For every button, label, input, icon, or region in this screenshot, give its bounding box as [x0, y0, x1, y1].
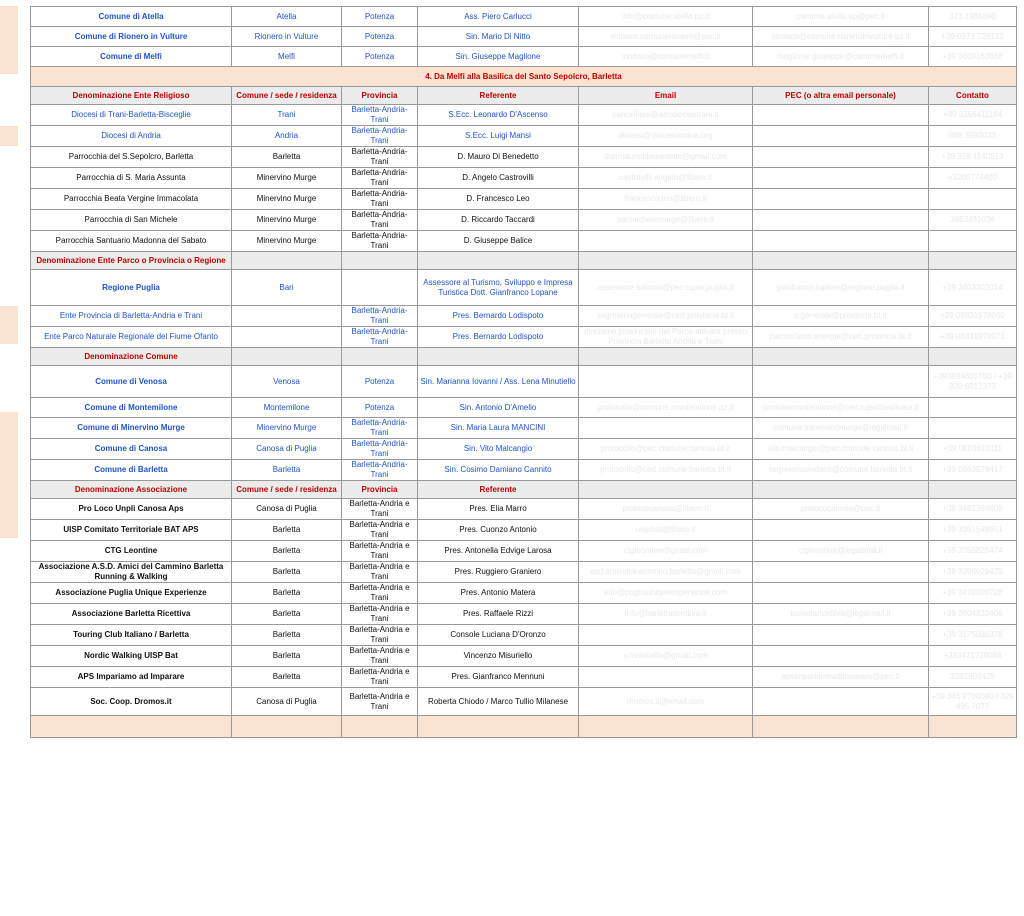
- pec-cell: [753, 348, 929, 366]
- contatto-cell: +39 346 2780080 / 329 495 7077: [929, 688, 1017, 716]
- referente-cell: Pres. Antonella Edvige Larosa: [418, 541, 579, 562]
- referente-cell: Pres. Elia Marro: [418, 499, 579, 520]
- table-row: [31, 231, 1017, 252]
- provincia-cell: [342, 270, 418, 306]
- table-row: [31, 147, 1017, 168]
- table-row: [31, 667, 1017, 688]
- referente-cell: Sin. Vito Malcangio: [418, 439, 579, 460]
- pec-cell: [753, 366, 929, 398]
- table-row: [31, 168, 1017, 189]
- comune-cell: [232, 348, 342, 366]
- provincia-cell: Barletta-Andria-Trani: [342, 189, 418, 210]
- comune-cell: Bari: [232, 270, 342, 306]
- pec-cell: [753, 210, 929, 231]
- comune-cell: [232, 306, 342, 327]
- contatto-cell: [929, 348, 1017, 366]
- comune-cell: [232, 327, 342, 348]
- referente-cell: Roberta Chiodo / Marco Tullio Milanese: [418, 688, 579, 716]
- email-cell: protocollo@comune.montemilone.pz.it: [579, 398, 753, 418]
- name-cell: Parrocchia di San Michele: [31, 210, 232, 231]
- name-cell: Associazione Barletta Ricettiva: [31, 604, 232, 625]
- contatto-cell: +39 3482368809: [929, 499, 1017, 520]
- table-row: [31, 604, 1017, 625]
- contatto-cell: +3200774400: [929, 168, 1017, 189]
- provincia-cell: Barletta-Andria-Trani: [342, 105, 418, 126]
- comune-cell: Barletta: [232, 520, 342, 541]
- comune-cell: Comune / sede / residenza: [232, 87, 342, 105]
- comune-cell: Trani: [232, 105, 342, 126]
- pec-cell: [753, 520, 929, 541]
- comune-cell: Barletta: [232, 147, 342, 168]
- provincia-cell: Barletta-Andria e Trani: [342, 604, 418, 625]
- email-cell: francesco.leo@libero.it: [579, 189, 753, 210]
- contatto-cell: +39 0972 729172: [929, 27, 1017, 47]
- referente-cell: Sin. Maria Laura MANCINI: [418, 418, 579, 439]
- name-cell: CTG Leontine: [31, 541, 232, 562]
- contatto-cell: [929, 716, 1017, 738]
- provincia-cell: Barletta-Andria-Trani: [342, 210, 418, 231]
- contatto-cell: +39 3175086378: [929, 625, 1017, 646]
- comune-cell: Andria: [232, 126, 342, 147]
- table-row: [31, 306, 1017, 327]
- pec-cell: s.generale@provincia.bt.it: [753, 306, 929, 327]
- email-cell: Email: [579, 87, 753, 105]
- provincia-cell: Potenza: [342, 47, 418, 67]
- group-header-row: [31, 252, 1017, 270]
- email-cell: segreteriagenerale@cert.provincia.bt.it: [579, 306, 753, 327]
- contatto-cell: +39 0883578417: [929, 460, 1017, 481]
- provincia-cell: Barletta-Andria-Trani: [342, 147, 418, 168]
- table-row: [31, 189, 1017, 210]
- pec-cell: ctgleontine@legalmail.it: [753, 541, 929, 562]
- email-cell: [579, 667, 753, 688]
- name-cell: Pro Loco Unpli Canosa Aps: [31, 499, 232, 520]
- referente-cell: Console Luciana D'Oronzo: [418, 625, 579, 646]
- pec-cell: barlettaricettiva@legalmail.it: [753, 604, 929, 625]
- pec-cell: [753, 105, 929, 126]
- comune-cell: Barletta: [232, 625, 342, 646]
- referente-cell: Pres. Cuonzo Antonio: [418, 520, 579, 541]
- contatto-cell: 088 3593033: [929, 126, 1017, 147]
- email-cell: sindaco.comunerionero@pec.it: [579, 27, 753, 47]
- contatto-cell: [929, 418, 1017, 439]
- table-row: [31, 126, 1017, 147]
- table-row: [31, 646, 1017, 667]
- referente-cell: Pres. Raffaele Rizzi: [418, 604, 579, 625]
- email-cell: castrovilli.angelo@libero.it: [579, 168, 753, 189]
- comune-cell: Melfi: [232, 47, 342, 67]
- provincia-cell: Barletta-Andria e Trani: [342, 667, 418, 688]
- provincia-cell: Barletta-Andria e Trani: [342, 499, 418, 520]
- contatto-cell: +393894601750 / +39 320 6012373: [929, 366, 1017, 398]
- name-cell: UISP Comitato Territoriale BAT APS: [31, 520, 232, 541]
- referente-cell: D. Giuseppe Balice: [418, 231, 579, 252]
- pec-cell: [753, 646, 929, 667]
- provincia-cell: Barletta-Andria-Trani: [342, 306, 418, 327]
- email-cell: sindaco@comunemelfi.it: [579, 47, 753, 67]
- comune-cell: Barletta: [232, 541, 342, 562]
- email-cell: [579, 481, 753, 499]
- referente-cell: Sin. Giuseppe Maglione: [418, 47, 579, 67]
- name-cell: Diocesi di Trani-Barletta-Bisceglie: [31, 105, 232, 126]
- pec-cell: segreteriasindaco@comune.barletta.bt.it: [753, 460, 929, 481]
- email-cell: uispbat@libero.it: [579, 520, 753, 541]
- name-cell: Denominazione Comune: [31, 348, 232, 366]
- email-cell: direzione.provinciale del Parco attivata presso Provincia Barletta Andria e Trani: [579, 327, 753, 348]
- comune-cell: Rionero in Vulture: [232, 27, 342, 47]
- provincia-cell: Barletta-Andria-Trani: [342, 439, 418, 460]
- contatto-cell: +39 3391548951: [929, 520, 1017, 541]
- referente-cell: Referente: [418, 481, 579, 499]
- referente-cell: D. Mauro Di Benedetto: [418, 147, 579, 168]
- email-cell: info@comune.atella.pz.it: [579, 7, 753, 27]
- email-cell: diocesi@diocesiandria.org: [579, 126, 753, 147]
- name-cell: Comune di Atella: [31, 7, 232, 27]
- provincia-cell: Barletta-Andria e Trani: [342, 562, 418, 583]
- provincia-cell: Barletta-Andria-Trani: [342, 231, 418, 252]
- contatto-cell: [929, 189, 1017, 210]
- name-cell: Denominazione Associazione: [31, 481, 232, 499]
- table-row: [31, 27, 1017, 47]
- name-cell: Touring Club Italiano / Barletta: [31, 625, 232, 646]
- provincia-cell: Potenza: [342, 27, 418, 47]
- referente-cell: Referente: [418, 87, 579, 105]
- contatto-cell: [929, 481, 1017, 499]
- contatto-cell: +39 3396029475: [929, 562, 1017, 583]
- contatto-cell: +39 3804832406: [929, 604, 1017, 625]
- comune-cell: Barletta: [232, 583, 342, 604]
- provincia-cell: [342, 252, 418, 270]
- pec-cell: [753, 583, 929, 604]
- pec-cell: [753, 126, 929, 147]
- name-cell: Comune di Montemilone: [31, 398, 232, 418]
- provincia-cell: [342, 716, 418, 738]
- pec-cell: apsimpariamoadimparare@pec.it: [753, 667, 929, 688]
- referente-cell: Sin. Mario Di Nitto: [418, 27, 579, 47]
- email-cell: cancelliere@arcidiocesitrani.it: [579, 105, 753, 126]
- table-row: [31, 105, 1017, 126]
- comune-cell: Barletta: [232, 460, 342, 481]
- name-cell: Comune di Barletta: [31, 460, 232, 481]
- name-cell: Nordic Walking UISP Bat: [31, 646, 232, 667]
- contatto-cell: +39 08831978050: [929, 306, 1017, 327]
- referente-cell: D. Angelo Castrovilli: [418, 168, 579, 189]
- table-row: [31, 210, 1017, 231]
- referente-cell: Assessore al Turismo, Sviluppo e Impresa Turistica Dott. Gianfranco Lopane: [418, 270, 579, 306]
- pec-cell: [753, 147, 929, 168]
- comune-cell: Canosa di Puglia: [232, 439, 342, 460]
- email-cell: [579, 716, 753, 738]
- contatto-cell: +39 3356825474: [929, 541, 1017, 562]
- provincia-cell: Barletta-Andria e Trani: [342, 541, 418, 562]
- table-row: [31, 520, 1017, 541]
- pec-cell: [753, 252, 929, 270]
- footer-row: [31, 716, 1017, 738]
- email-cell: ctgleontine@gmail.com: [579, 541, 753, 562]
- contatto-cell: [929, 231, 1017, 252]
- pec-cell: PEC (o altra email personale): [753, 87, 929, 105]
- name-cell: Denominazione Ente Religioso: [31, 87, 232, 105]
- column-header-row: [31, 481, 1017, 499]
- pec-cell: [753, 481, 929, 499]
- name-cell: Ente Provincia di Barletta-Andria e Trani: [31, 306, 232, 327]
- provincia-cell: Barletta-Andria-Trani: [342, 418, 418, 439]
- name-cell: Diocesi di Andria: [31, 126, 232, 147]
- name-cell: Comune di Rionero in Vulture: [31, 27, 232, 47]
- email-cell: [579, 418, 753, 439]
- comune-cell: Venosa: [232, 366, 342, 398]
- group-header-row: [31, 348, 1017, 366]
- provincia-cell: Barletta-Andria e Trani: [342, 646, 418, 667]
- table-row: [31, 583, 1017, 604]
- email-cell: prolococanosa@libero.it: [579, 499, 753, 520]
- contatto-cell: +39 3356411184: [929, 105, 1017, 126]
- name-cell: Comune di Canosa: [31, 439, 232, 460]
- provincia-cell: Barletta-Andria e Trani: [342, 625, 418, 646]
- name-cell: Comune di Venosa: [31, 366, 232, 398]
- table-row: [31, 541, 1017, 562]
- name-cell: APS Impariamo ad Imparare: [31, 667, 232, 688]
- pec-cell: [753, 562, 929, 583]
- referente-cell: D. Francesco Leo: [418, 189, 579, 210]
- provincia-cell: Barletta-Andria e Trani: [342, 688, 418, 716]
- table-row: [31, 625, 1017, 646]
- pec-cell: [753, 168, 929, 189]
- table-row: [31, 7, 1017, 27]
- pec-cell: vito.malcangio@pec.comune.canosa.bt.it: [753, 439, 929, 460]
- email-cell: [579, 366, 753, 398]
- provincia-cell: [342, 348, 418, 366]
- contatto-cell: 371 1985690: [929, 7, 1017, 27]
- name-cell: Associazione Puglia Unique Experienze: [31, 583, 232, 604]
- comune-cell: Minervino Murge: [232, 168, 342, 189]
- comune-cell: Minervino Murge: [232, 418, 342, 439]
- referente-cell: Sin. Marianna Iovanni / Ass. Lena Minutiello: [418, 366, 579, 398]
- pec-cell: parcoofanto.energia@cert.provincia.bt.it: [753, 327, 929, 348]
- provincia-cell: Potenza: [342, 398, 418, 418]
- pec-cell: prolococanosa@pec.it: [753, 499, 929, 520]
- pec-cell: [753, 189, 929, 210]
- contatto-cell: [929, 398, 1017, 418]
- provincia-cell: Provincia: [342, 481, 418, 499]
- name-cell: Comune di Minervino Murge: [31, 418, 232, 439]
- contatto-cell: +393471728068: [929, 646, 1017, 667]
- pec-cell: [753, 231, 929, 252]
- name-cell: Associazione A.S.D. Amici del Cammino Barletta Running & Walking: [31, 562, 232, 583]
- table-row: [31, 270, 1017, 306]
- pec-cell: [753, 716, 929, 738]
- email-cell: sanmichelemurge@libero.it: [579, 210, 753, 231]
- side-band: [0, 412, 18, 538]
- comune-cell: Barletta: [232, 562, 342, 583]
- table-row: [31, 460, 1017, 481]
- name-cell: Regione Puglia: [31, 270, 232, 306]
- email-cell: assessore.turismo@pec.rupar.puglia.it: [579, 270, 753, 306]
- name-cell: [31, 716, 232, 738]
- comune-cell: Minervino Murge: [232, 189, 342, 210]
- table-row: [31, 327, 1017, 348]
- contatto-cell: 3883481036: [929, 210, 1017, 231]
- provincia-cell: Potenza: [342, 366, 418, 398]
- provincia-cell: Provincia: [342, 87, 418, 105]
- comune-cell: Atella: [232, 7, 342, 27]
- provincia-cell: Barletta-Andria e Trani: [342, 520, 418, 541]
- name-cell: Parrocchia di S. Maria Assunta: [31, 168, 232, 189]
- name-cell: Parrocchia Beata Vergine Immacolata: [31, 189, 232, 210]
- provincia-cell: Barletta-Andria-Trani: [342, 126, 418, 147]
- name-cell: Parrocchia del S.Sepolcro, Barletta: [31, 147, 232, 168]
- comune-cell: Comune / sede / residenza: [232, 481, 342, 499]
- provincia-cell: Barletta-Andria-Trani: [342, 327, 418, 348]
- email-cell: v.misuriello@gmail.com: [579, 646, 753, 667]
- name-cell: Soc. Coop. Dromos.it: [31, 688, 232, 716]
- referente-cell: S.Ecc. Leonardo D'Ascenso: [418, 105, 579, 126]
- email-cell: protocollo@pec.comune.canosa.bt.it: [579, 439, 753, 460]
- table-row: [31, 418, 1017, 439]
- email-cell: dromos.it@email.com: [579, 688, 753, 716]
- comune-cell: [232, 716, 342, 738]
- side-band: [0, 126, 18, 146]
- name-cell: Comune di Melfi: [31, 47, 232, 67]
- table-row: [31, 499, 1017, 520]
- pec-cell: gianfranco.lopane@regione.puglia.it: [753, 270, 929, 306]
- contatto-cell: 3282902429: [929, 667, 1017, 688]
- pec-cell: comunemontemilone@cert.ruparbasilicata.it: [753, 398, 929, 418]
- provincia-cell: Barletta-Andria-Trani: [342, 460, 418, 481]
- email-cell: [579, 252, 753, 270]
- contatto-cell: +39 3470008728: [929, 583, 1017, 604]
- provincia-cell: Barletta-Andria e Trani: [342, 583, 418, 604]
- name-cell: Ente Parco Naturale Regionale del Fiume Ofanto: [31, 327, 232, 348]
- pec-cell: [753, 625, 929, 646]
- contatto-cell: +39 0883610111: [929, 439, 1017, 460]
- table-row: [31, 562, 1017, 583]
- referente-cell: [418, 252, 579, 270]
- name-cell: Denominazione Ente Parco o Provincia o Regione: [31, 252, 232, 270]
- table-row: [31, 439, 1017, 460]
- contatto-cell: +39 08831978071: [929, 327, 1017, 348]
- email-cell: [579, 231, 753, 252]
- table-row: [31, 366, 1017, 398]
- column-header-row: [31, 87, 1017, 105]
- contatto-cell: +39 328 1140513: [929, 147, 1017, 168]
- email-cell: protocollo@cert.comune.barletta.bt.it: [579, 460, 753, 481]
- email-cell: info@barlettaricettiva.it: [579, 604, 753, 625]
- name-cell: Parrocchia Santuario Madonna del Sabato: [31, 231, 232, 252]
- side-band: [0, 306, 18, 344]
- contatto-cell: Contatto: [929, 87, 1017, 105]
- email-cell: asd.amicidelcammino.barletta@gmail.com: [579, 562, 753, 583]
- side-band: [0, 6, 18, 74]
- referente-cell: Pres. Gianfranco Mennuni: [418, 667, 579, 688]
- section-title: 4. Da Melfi alla Basilica del Santo Sepolcro, Barletta: [31, 67, 1017, 87]
- referente-cell: D. Riccardo Taccardi: [418, 210, 579, 231]
- email-cell: [579, 348, 753, 366]
- comune-cell: Barletta: [232, 646, 342, 667]
- comune-cell: Canosa di Puglia: [232, 688, 342, 716]
- contatto-cell: +39 3669163868: [929, 47, 1017, 67]
- table-row: [31, 688, 1017, 716]
- referente-cell: Pres. Bernardo Lodispoto: [418, 306, 579, 327]
- referente-cell: Pres. Antonio Matera: [418, 583, 579, 604]
- referente-cell: Ass. Piero Carlucci: [418, 7, 579, 27]
- contacts-spreadsheet: [30, 6, 1017, 738]
- email-cell: info@pugliauniqueexperience.com: [579, 583, 753, 604]
- referente-cell: [418, 348, 579, 366]
- referente-cell: Sin. Cosimo Damiano Cannito: [418, 460, 579, 481]
- referente-cell: [418, 716, 579, 738]
- comune-cell: Canosa di Puglia: [232, 499, 342, 520]
- contatto-cell: +39 3403302014: [929, 270, 1017, 306]
- comune-cell: Barletta: [232, 604, 342, 625]
- referente-cell: Sin. Antonio D'Amelio: [418, 398, 579, 418]
- comune-cell: Barletta: [232, 667, 342, 688]
- email-cell: donmaurodibenedetto@gmail.com: [579, 147, 753, 168]
- provincia-cell: Barletta-Andria-Trani: [342, 168, 418, 189]
- email-cell: [579, 625, 753, 646]
- referente-cell: Pres. Ruggiero Graniero: [418, 562, 579, 583]
- pec-cell: maglione.giuseppe@comunemelfi.it: [753, 47, 929, 67]
- pec-cell: comune.minervinomurge@legalmail.it: [753, 418, 929, 439]
- referente-cell: Vincenzo Misuriello: [418, 646, 579, 667]
- comune-cell: [232, 252, 342, 270]
- contatto-cell: [929, 252, 1017, 270]
- comune-cell: Minervino Murge: [232, 231, 342, 252]
- table-row: [31, 47, 1017, 67]
- comune-cell: Montemilone: [232, 398, 342, 418]
- referente-cell: Pres. Bernardo Lodispoto: [418, 327, 579, 348]
- pec-cell: [753, 688, 929, 716]
- pec-cell: comune.atella.ap@pec.it: [753, 7, 929, 27]
- pec-cell: sindaco@comune.rioneroinvulture.pz.it: [753, 27, 929, 47]
- referente-cell: S.Ecc. Luigi Mansi: [418, 126, 579, 147]
- table-row: [31, 398, 1017, 418]
- provincia-cell: Potenza: [342, 7, 418, 27]
- section-title-row: [31, 67, 1017, 87]
- comune-cell: Minervino Murge: [232, 210, 342, 231]
